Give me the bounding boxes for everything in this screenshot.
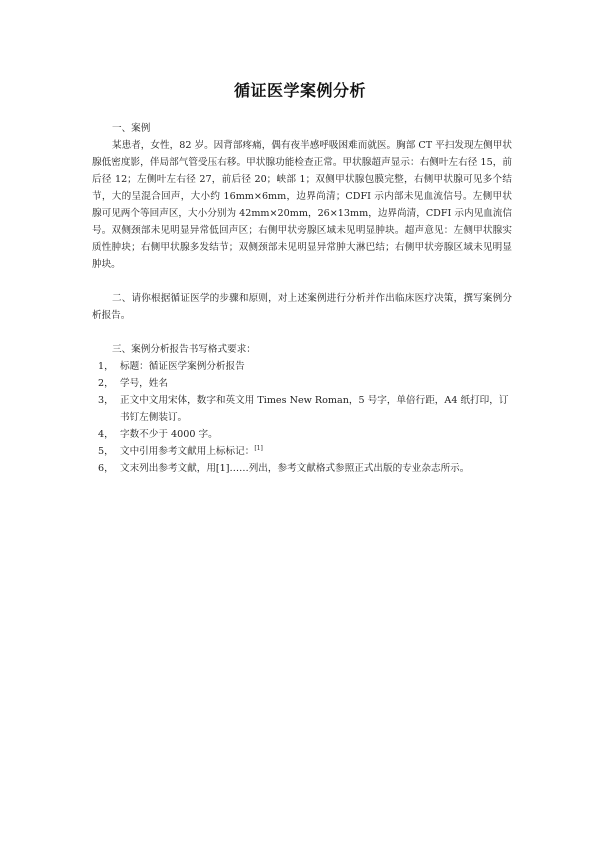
list-item-text: 文末列出参考文献，用[1]……列出，参考文献格式参照正式出版的专业杂志所示。 [120,463,470,474]
format-heading: 三、案例分析报告书写格式要求： [112,344,256,355]
spacer [92,324,512,341]
list-item [92,358,512,375]
list-item-number: 3， [98,395,114,406]
list-item-text: 标题：循证医学案例分析报告 [120,361,245,372]
list-item-text: 学号，姓名 [120,378,168,389]
list-item-number: 1， [98,361,114,372]
list-item-number: 4， [98,429,114,440]
list-item-number: 5， [98,446,114,457]
case-paragraph: 某患者，女性，82 岁。因背部疼痛，偶有夜半感呼吸困难而就医。胸部 CT 平扫发现左侧甲状腺低密度影，伴局部气管受压右移。甲状腺功能检查正常。甲状腺超声显示：右侧叶左右径 15，前后径 12；左侧叶左右径 27，前后径 20；峡部 1；双侧甲状腺包膜完整，右侧甲状腺可见多个结节，大的呈混合回声，大小约 16mm×6mm，边界尚清；CDFI 示内部未见血流信号。左侧甲状腺可见两个等回声区，大小分别为 42mm×20mm，26×13mm，边界尚清，CDFI 示内见血流信号。双侧颈部未见明显异常低回声区；右侧甲状旁腺区域未见明显肿块。超声意见：左侧甲状腺实质性肿块；右侧甲状腺多发结节；双侧颈部未见明显异常肿大淋巴结；右侧甲状旁腺区域未见明显肿块。 [92,140,512,270]
list-item-number: 2， [98,378,114,389]
task-paragraph: 二、请你根据循证医学的步骤和原则，对上述案例进行分析并作出临床医疗决策，撰写案例分析报告。 [92,293,512,321]
list-item [92,443,512,460]
list-item [92,460,512,477]
format-list [92,358,512,477]
list-item-text: 字数不少于 4000 字。 [120,429,218,440]
list-item [92,426,512,443]
reference-superscript: [1] [254,444,263,452]
list-item [92,392,512,426]
document-title: 循证医学案例分析 [233,81,366,100]
list-item [92,375,512,392]
list-item-number: 6， [98,463,114,474]
case-heading: 一、案例 [112,123,151,134]
spacer [92,273,512,290]
document-body [92,120,512,477]
list-item-text: 文中引用参考文献用上标标记： [120,446,255,457]
list-item-text: 正文中文用宋体，数字和英文用 Times New Roman，5 号字，单倍行距，A4 纸打印，订书钉左侧装订。 [120,395,509,423]
